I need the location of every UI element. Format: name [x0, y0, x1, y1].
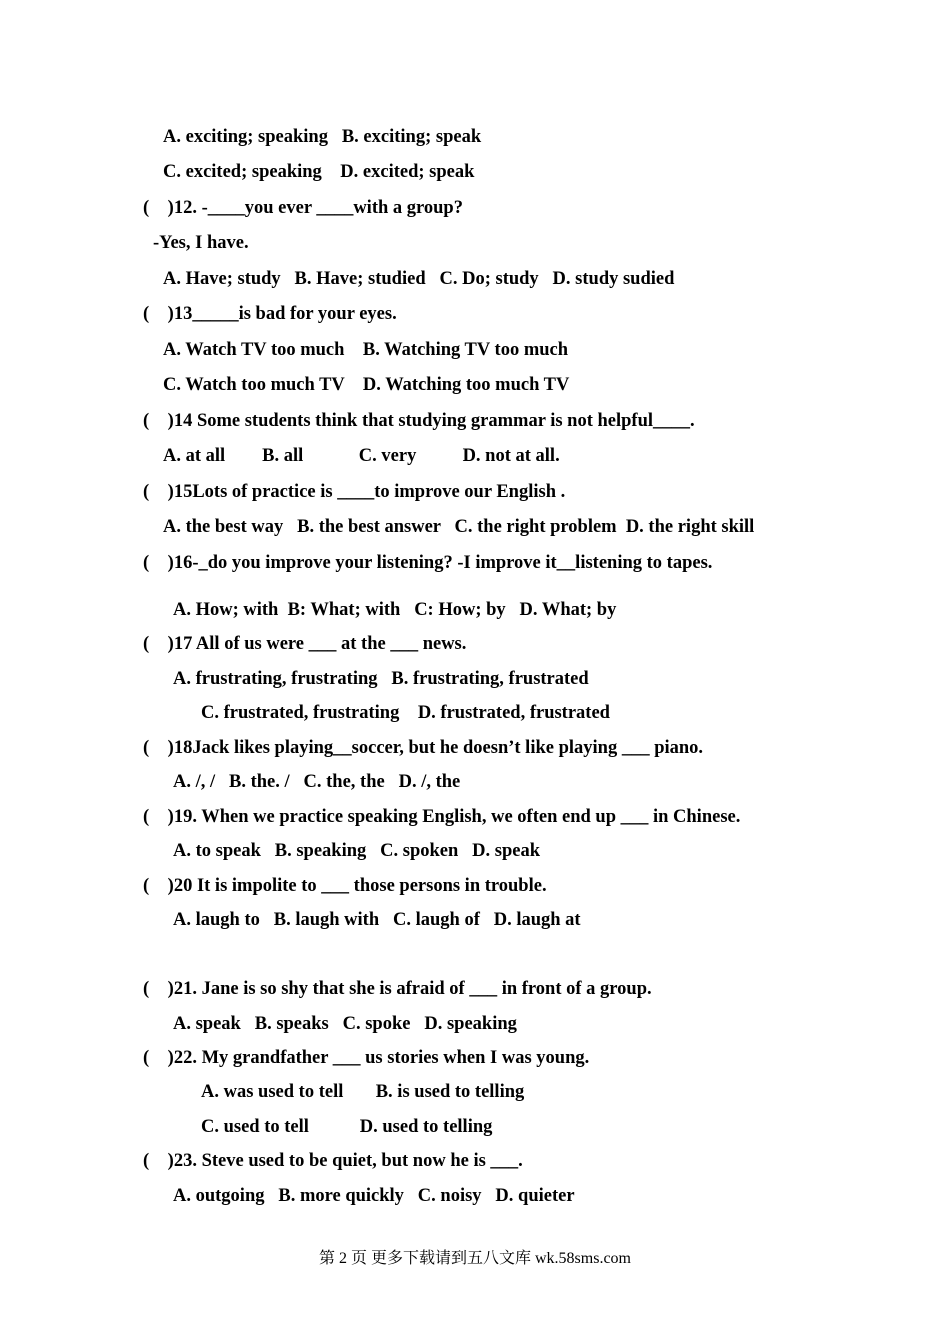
q20-stem: ( )20 It is impolite to ___ those persons in trouble. — [143, 876, 547, 896]
q18-options: A. /, / B. the. / C. the, the D. /, the — [173, 772, 461, 792]
q20-options: A. laugh to B. laugh with C. laugh of D. laugh at — [173, 910, 581, 930]
q22-options-line1: A. was used to tell B. is used to telling — [201, 1082, 525, 1102]
q17-options-line1: A. frustrating, frustrating B. frustrating, frustrated — [173, 669, 589, 689]
q13-stem: ( )13_____is bad for your eyes. — [143, 304, 397, 324]
q15-stem: ( )15Lots of practice is ____to improve our English . — [143, 482, 566, 502]
q12-stem: ( )12. -____you ever ____with a group? — [143, 198, 463, 218]
q21-options: A. speak B. speaks C. spoke D. speaking — [173, 1014, 517, 1034]
q11-options-line1: A. exciting; speaking B. exciting; speak — [163, 127, 482, 147]
q22-stem: ( )22. My grandfather ___ us stories when I was young. — [143, 1048, 590, 1068]
q23-stem: ( )23. Steve used to be quiet, but now he is ___. — [143, 1151, 523, 1171]
q12-answer: -Yes, I have. — [153, 233, 249, 253]
q14-options: A. at all B. all C. very D. not at all. — [163, 446, 560, 466]
q16-options: A. How; with B: What; with C: How; by D. What; by — [173, 600, 617, 620]
q22-options-line2: C. used to tell D. used to telling — [201, 1117, 493, 1137]
q19-options: A. to speak B. speaking C. spoken D. speak — [173, 841, 541, 861]
q13-options-line1: A. Watch TV too much B. Watching TV too much — [163, 340, 569, 360]
q14-stem: ( )14 Some students think that studying grammar is not helpful____. — [143, 411, 695, 431]
q15-options: A. the best way B. the best answer C. the right problem D. the right skill — [163, 517, 755, 537]
q12-options: A. Have; study B. Have; studied C. Do; study D. study sudied — [163, 269, 675, 289]
q13-options-line2: C. Watch too much TV D. Watching too much TV — [163, 375, 570, 395]
q17-stem: ( )17 All of us were ___ at the ___ news. — [143, 634, 467, 654]
q11-options-line2: C. excited; speaking D. excited; speak — [163, 162, 475, 182]
page-footer: 第 2 页 更多下载请到五八文库 wk.58sms.com — [318, 1250, 631, 1267]
q21-stem: ( )21. Jane is so shy that she is afraid of ___ in front of a group. — [143, 979, 652, 999]
q16-stem: ( )16-_do you improve your listening? -I improve it__listening to tapes. — [143, 553, 713, 573]
q17-options-line2: C. frustrated, frustrating D. frustrated, frustrated — [201, 703, 610, 723]
q19-stem: ( )19. When we practice speaking English, we often end up ___ in Chinese. — [143, 807, 741, 827]
q23-options: A. outgoing B. more quickly C. noisy D. quieter — [173, 1186, 575, 1206]
q18-stem: ( )18Jack likes playing__soccer, but he doesn’t like playing ___ piano. — [143, 738, 704, 758]
